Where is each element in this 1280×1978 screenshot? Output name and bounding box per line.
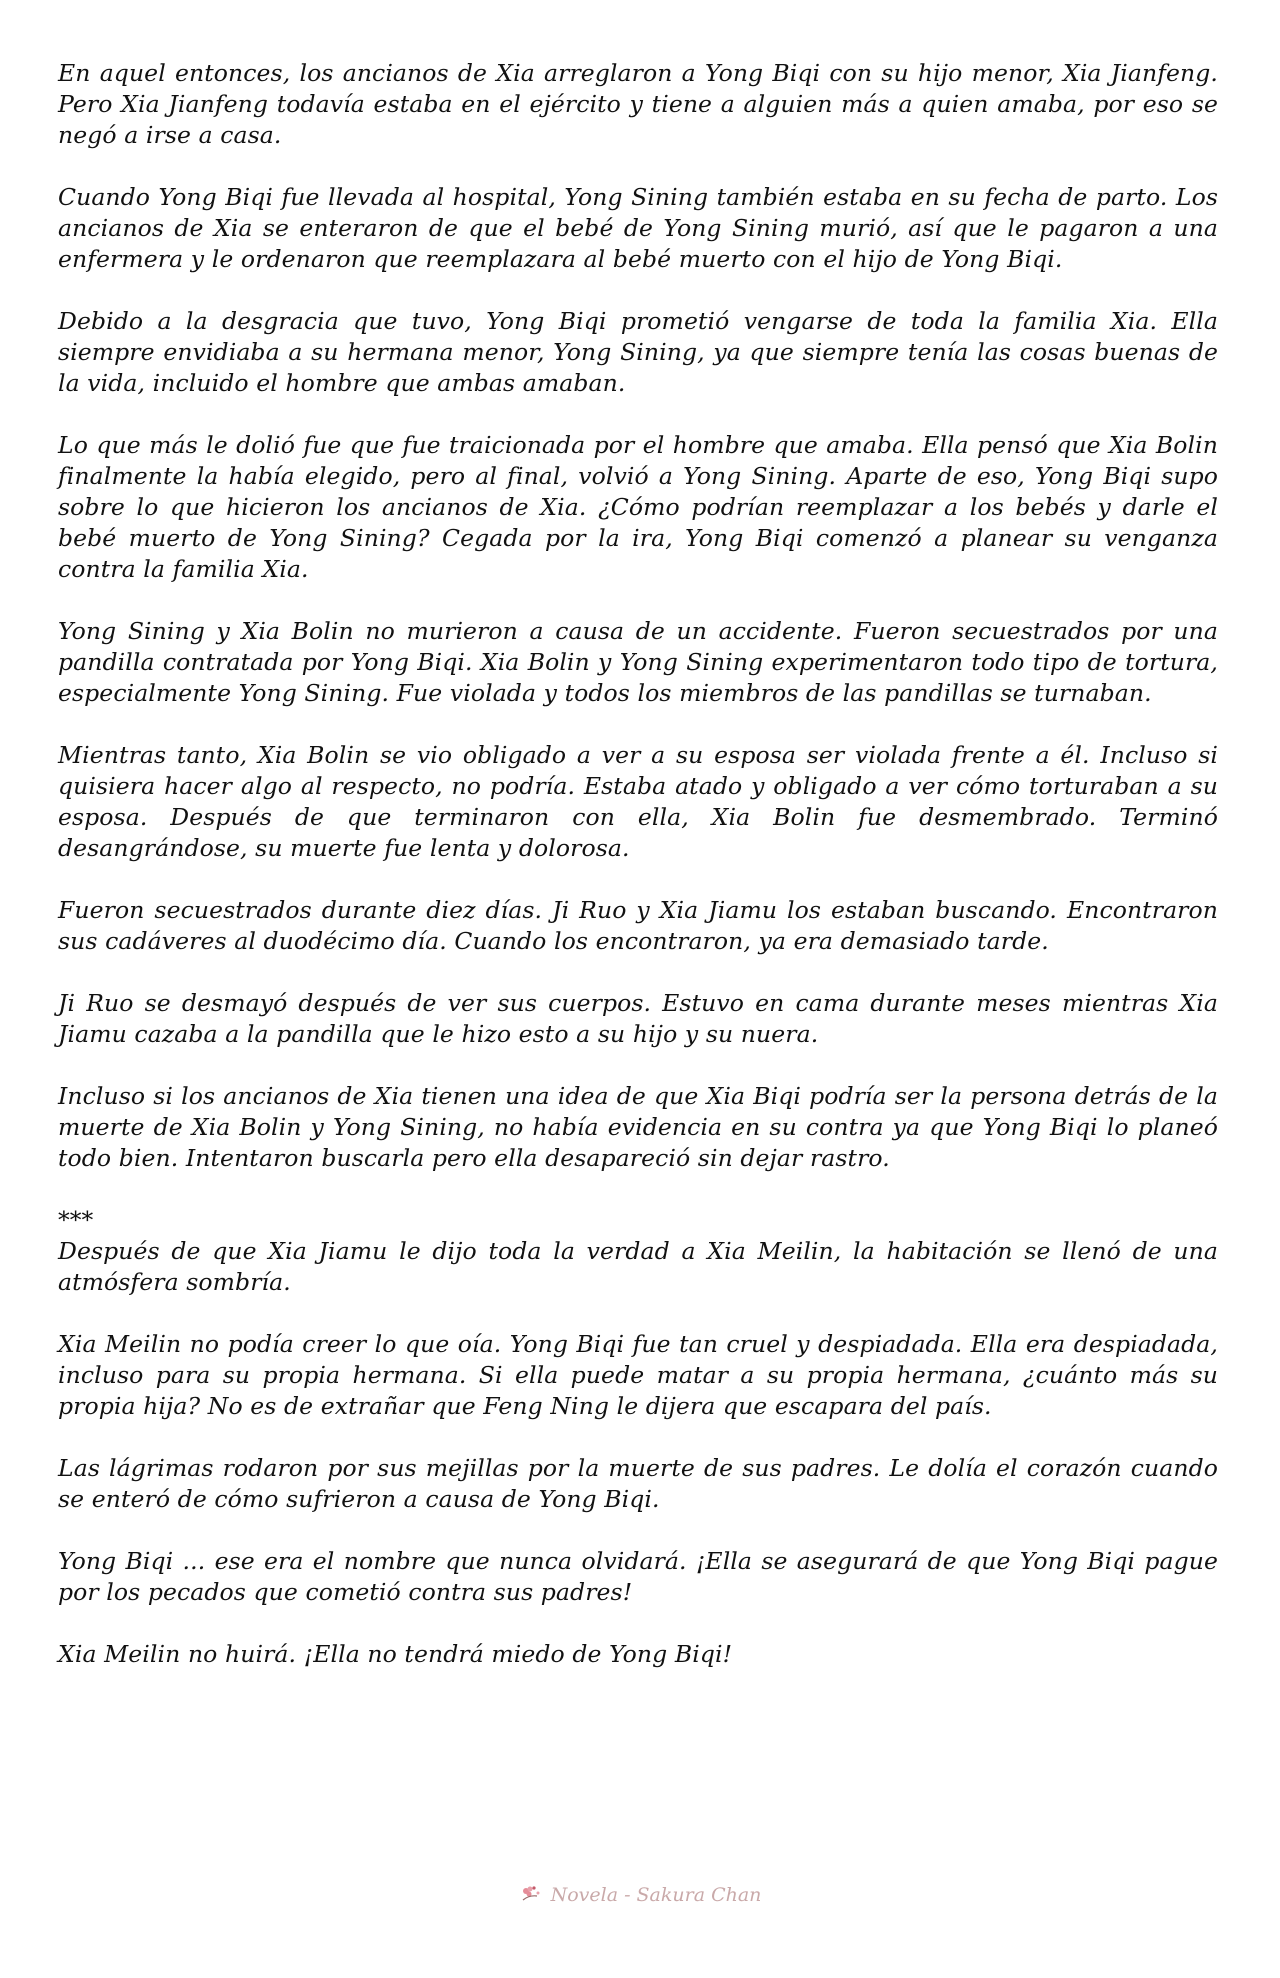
paragraph: Fueron secuestrados durante diez días. Ji Ruo y Xia Jiamu los estaban buscando. Encontraron sus cadáveres al duodécimo día. Cuando los encontraron, ya era demasiado tarde. bbox=[58, 896, 1218, 955]
paragraph: Las lágrimas rodaron por sus mejillas por la muerte de sus padres. Le dolía el corazón cuando se enteró de cómo sufrieron a causa de Yong Biqi. bbox=[58, 1454, 1218, 1513]
paragraph: Lo que más le dolió fue que fue traicionada por el hombre que amaba. Ella pensó que Xia Bolin finalmente la había elegido, pero al final, volvió a Yong Sining. Aparte de eso, Yong Biqi supo sobre lo que hicieron los ancianos de Xia. ¿Cómo podrían reemplazar a los bebés y darle el bebé muerto de Yong Sining? Cegada por la ira, Yong Biqi comenzó a planear su venganza contra la familia Xia. bbox=[58, 431, 1218, 583]
paragraph: En aquel entonces, los ancianos de Xia arreglaron a Yong Biqi con su hijo menor, Xia Jianfeng. Pero Xia Jianfeng todavía estaba en el ejército y tiene a alguien más a quien amaba, por eso se negó a irse a casa. bbox=[58, 59, 1218, 149]
paragraph: Yong Biqi ... ese era el nombre que nunca olvidará. ¡Ella se asegurará de que Yong Biqi pague por los pecados que cometió contra sus padres! bbox=[58, 1547, 1218, 1606]
sakura-flower-icon bbox=[519, 1884, 545, 1909]
paragraph: Ji Ruo se desmayó después de ver sus cuerpos. Estuvo en cama durante meses mientras Xia Jiamu cazaba a la pandilla que le hizo esto a su hijo y su nuera. bbox=[58, 989, 1218, 1048]
paragraph: Yong Sining y Xia Bolin no murieron a causa de un accidente. Fueron secuestrados por una pandilla contratada por Yong Biqi. Xia Bolin y Yong Sining experimentaron todo tipo de tortura, especialmente Yong Sining. Fue violada y todos los miembros de las pandillas se turnaban. bbox=[58, 617, 1218, 707]
paragraph: Incluso si los ancianos de Xia tienen una idea de que Xia Biqi podría ser la persona detrás de la muerte de Xia Bolin y Yong Sining, no había evidencia en su contra ya que Yong Biqi lo planeó todo bien. Intentaron buscarla pero ella desapareció sin dejar rastro. bbox=[58, 1082, 1218, 1172]
paragraph: Mientras tanto, Xia Bolin se vio obligado a ver a su esposa ser violada frente a él. Incluso si quisiera hacer algo al respecto, no podría. Estaba atado y obligado a ver cómo torturaban a su esposa. Después de que terminaron con ella, Xia Bolin fue desmembrado. Terminó desangrándose, su muerte fue lenta y dolorosa. bbox=[58, 741, 1218, 862]
footer-text: Novela - Sakura Chan bbox=[550, 1884, 762, 1906]
paragraph: Cuando Yong Biqi fue llevada al hospital, Yong Sining también estaba en su fecha de parto. Los ancianos de Xia se enteraron de que el bebé de Yong Sining murió, así que le pagaron a una enfermera y le ordenaron que reemplazara al bebé muerto con el hijo de Yong Biqi. bbox=[58, 183, 1218, 273]
scene-separator: *** bbox=[58, 1206, 94, 1234]
paragraph: Xia Meilin no podía creer lo que oía. Yong Biqi fue tan cruel y despiadada. Ella era despiadada, incluso para su propia hermana. Si ella puede matar a su propia hermana, ¿cuánto más su propia hija? No es de extrañar que Feng Ning le dijera que escapara del país. bbox=[58, 1330, 1218, 1420]
paragraph: Xia Meilin no huirá. ¡Ella no tendrá miedo de Yong Biqi! bbox=[58, 1640, 733, 1668]
paragraph: Después de que Xia Jiamu le dijo toda la verdad a Xia Meilin, la habitación se llenó de una atmósfera sombría. bbox=[58, 1237, 1218, 1296]
paragraph: Debido a la desgracia que tuvo, Yong Biqi prometió vengarse de toda la familia Xia. Ella siempre envidiaba a su hermana menor, Yong Sining, ya que siempre tenía las cosas buenas de la vida, incluido el hombre que ambas amaban. bbox=[58, 307, 1218, 397]
footer-watermark bbox=[0, 1884, 1280, 1909]
document-body bbox=[58, 58, 1218, 1701]
